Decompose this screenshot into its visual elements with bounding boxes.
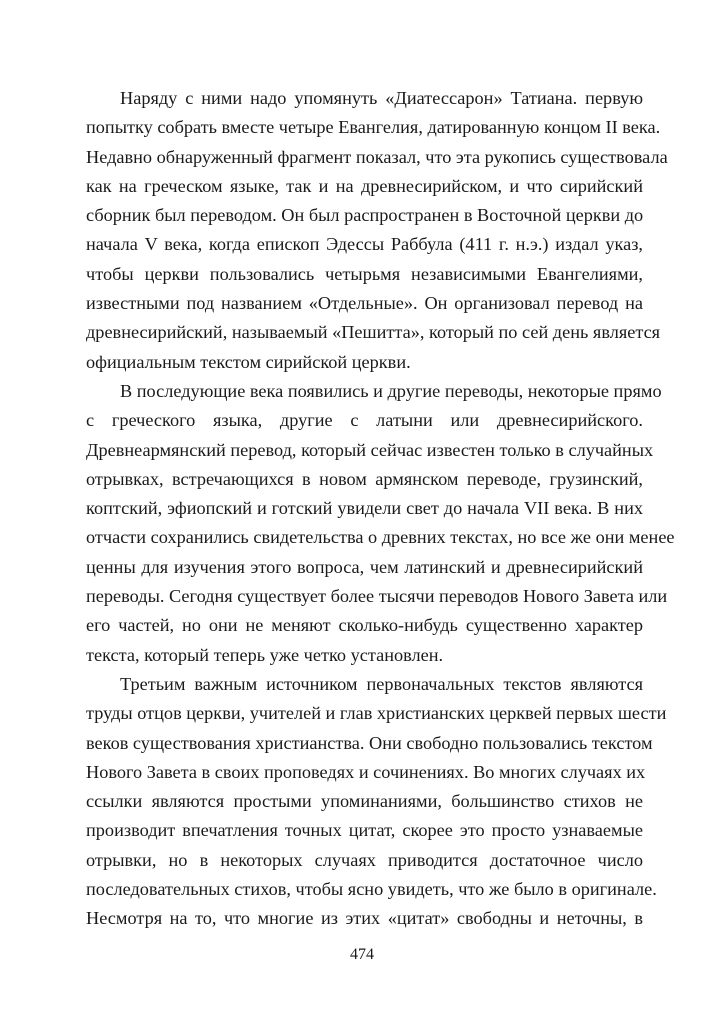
text-line: текста, который теперь уже четко установлен.: [86, 644, 444, 665]
text-line: отчасти сохранились свидетельства о древних текстах, но все же они менее: [86, 527, 675, 548]
text-line: Несмотря на то, что многие из этих «цитат» свободны и неточны, в: [86, 908, 643, 929]
text-line: Древнеармянский перевод, который сейчас известен только в случайных: [86, 439, 654, 460]
text-line: начала V века, когда епископ Эдессы Раббула (411 г. н.э.) издал указ,: [86, 234, 643, 255]
text-line: чтобы церкви пользовались четырьмя независимыми Евангелиями,: [86, 263, 643, 284]
text-line: его частей, но они не меняют сколько-нибудь существенно характер: [86, 615, 643, 636]
text-line: Наряду с ними надо упомянуть «Диатессарон» Татиана. первую: [120, 88, 643, 108]
paragraph: [86, 377, 675, 670]
page-number: 474: [350, 946, 374, 963]
text-line: коптский, эфиопский и готский увидели свет до начала VII века. В них: [86, 498, 643, 519]
text-line: В последующие века появились и другие переводы, некоторые прямо: [120, 380, 662, 401]
text-line: известными под названием «Отдельные». Он организовал перевод на: [86, 293, 643, 314]
text-line: официальным текстом сирийской церкви.: [86, 351, 411, 372]
page-body: [86, 84, 675, 934]
text-line: ссылки являются простыми упоминаниями, большинство стихов не: [86, 791, 643, 812]
text-line: отрывки, но в некоторых случаях приводится достаточное число: [86, 849, 643, 870]
text-line: с греческого языка, другие с латыни или древнесирийского.: [86, 410, 643, 431]
text-line: отрывках, встречающихся в новом армянском переводе, грузинский,: [86, 468, 643, 489]
text-line: веков существования христианства. Они свободно пользовались текстом: [86, 732, 653, 753]
text-line: попытку собрать вместе четыре Евангелия, датированную концом II века.: [86, 117, 661, 138]
text-line: Третьим важным источником первоначальных текстов являются: [120, 673, 643, 694]
text-line: Нового Завета в своих проповедях и сочинениях. Во многих случаях их: [86, 761, 646, 782]
text-line: последовательных стихов, чтобы ясно увидеть, что же было в оригинале.: [86, 879, 657, 900]
text-line: древнесирийский, называемый «Пешитта», который по сей день является: [86, 322, 661, 343]
text-line: ценны для изучения этого вопроса, чем латинский и древнесирийский: [86, 556, 643, 577]
text-line: сборник был переводом. Он был распространен в Восточной церкви до: [86, 205, 644, 226]
paragraph: [86, 84, 668, 377]
text-line: как на греческом языке, так и на древнесирийском, и что сирийский: [86, 175, 643, 196]
paragraph: [86, 670, 667, 934]
text-line: труды отцов церкви, учителей и глав христианских церквей первых шести: [86, 703, 667, 724]
text-line: производит впечатления точных цитат, скорее это просто узнаваемые: [86, 820, 643, 841]
text-line: Недавно обнаруженный фрагмент показал, что эта рукопись существовала: [86, 146, 668, 167]
text-line: переводы. Сегодня существует более тысячи переводов Нового Завета или: [86, 586, 668, 607]
